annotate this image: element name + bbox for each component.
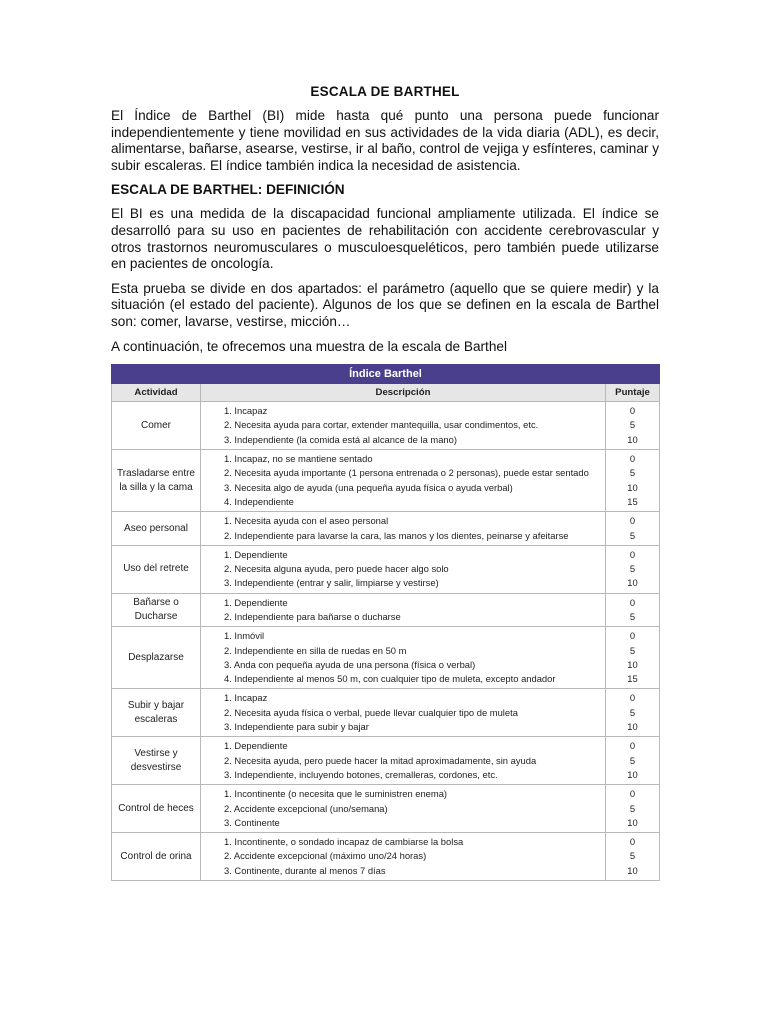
description-item: 1. Dependiente (224, 548, 288, 560)
description-item: 2. Necesita ayuda importante (1 persona entrenada o 2 personas), puede estar sentado (224, 467, 589, 479)
description-cell (201, 593, 606, 627)
description-item: 3. Independiente, incluyendo botones, cremalleras, cordones, etc. (224, 768, 498, 780)
score-value: 10 (627, 481, 638, 493)
score-cell (606, 627, 660, 689)
description-item: 3. Necesita algo de ayuda (una pequeña ayuda física o ayuda verbal) (224, 481, 513, 493)
table-row (112, 627, 660, 689)
table-body (112, 402, 660, 881)
column-header-activity: Actividad (112, 384, 201, 402)
description-item: 1. Inmóvil (224, 630, 265, 642)
description-cell (201, 627, 606, 689)
activity-cell (112, 593, 201, 627)
score-value: 5 (629, 610, 636, 622)
score-cell (606, 545, 660, 593)
score-value: 5 (629, 529, 636, 541)
description-cell (201, 450, 606, 512)
score-value: 5 (629, 563, 636, 575)
table-row (112, 450, 660, 512)
column-header-score: Puntaje (606, 384, 660, 402)
activity-label: Bañarse o (133, 596, 179, 608)
score-value: 0 (629, 405, 636, 417)
activity-cell (112, 737, 201, 785)
division-paragraph: Esta prueba se divide en dos apartados: el parámetro (aquello que se quiere medir) y la situación (el estado del paciente). Algunos de los que se definen en la escala de Barthel son: comer, lavarse, vestirse, micción… (111, 280, 659, 329)
activity-label: la silla y la cama (119, 481, 193, 493)
score-value: 0 (629, 836, 636, 848)
score-value: 15 (627, 495, 638, 507)
table-title: Índice Barthel (112, 365, 660, 384)
score-value: 10 (627, 658, 638, 670)
activity-cell (112, 689, 201, 737)
score-value: 5 (629, 754, 636, 766)
activity-label: Ducharse (134, 610, 178, 622)
activity-label: Control de orina (120, 850, 192, 862)
activity-cell (112, 450, 201, 512)
description-item: 1. Incontinente, o sondado incapaz de cambiarse la bolsa (224, 836, 464, 848)
table-row (112, 593, 660, 627)
activity-label: Aseo personal (124, 522, 188, 534)
description-cell (201, 402, 606, 450)
activity-label: Uso del retrete (123, 563, 189, 575)
description-cell (201, 545, 606, 593)
score-value: 15 (627, 673, 638, 685)
score-cell (606, 737, 660, 785)
score-value: 10 (627, 768, 638, 780)
description-item: 4. Independiente (224, 495, 294, 507)
score-value: 10 (627, 577, 638, 589)
description-cell (201, 833, 606, 881)
activity-cell (112, 545, 201, 593)
document-page (111, 84, 659, 881)
description-item: 3. Continente (224, 816, 280, 828)
activity-cell (112, 627, 201, 689)
description-item: 1. Incapaz (224, 692, 268, 704)
description-item: 2. Independiente en silla de ruedas en 50 m (224, 644, 407, 656)
score-cell (606, 402, 660, 450)
description-cell (201, 785, 606, 833)
score-value: 10 (627, 433, 638, 445)
table-row (112, 737, 660, 785)
table-row (112, 512, 660, 546)
score-value: 5 (629, 419, 636, 431)
activity-label: Subir y bajar (127, 699, 185, 711)
description-item: 2. Accidente excepcional (uno/semana) (224, 802, 388, 814)
description-item: 3. Independiente para subir y bajar (224, 721, 369, 733)
table-row (112, 402, 660, 450)
score-value: 0 (629, 740, 636, 752)
description-item: 3. Independiente (entrar y salir, limpiarse y vestirse) (224, 577, 439, 589)
column-header-description: Descripción (201, 384, 606, 402)
document-title: ESCALA DE BARTHEL (310, 84, 460, 99)
description-item: 1. Dependiente (224, 740, 288, 752)
description-item: 2. Necesita alguna ayuda, pero puede hacer algo solo (224, 563, 449, 575)
score-value: 10 (627, 816, 638, 828)
score-value: 10 (627, 721, 638, 733)
activity-cell (112, 512, 201, 546)
description-item: 2. Necesita ayuda física o verbal, puede llevar cualquier tipo de muleta (224, 706, 518, 718)
description-item: 2. Necesita ayuda, pero puede hacer la mitad aproximadamente, sin ayuda (224, 754, 537, 766)
activity-label: Trasladarse entre (117, 467, 195, 479)
activity-label: Desplazarse (128, 651, 184, 663)
table-row (112, 689, 660, 737)
description-item: 1. Incontinente (o necesita que le suministren enema) (224, 788, 448, 800)
description-item: 4. Independiente al menos 50 m, con cualquier tipo de muleta, excepto andador (224, 673, 556, 685)
description-item: 2. Accidente excepcional (máximo uno/24 horas) (224, 850, 427, 862)
score-cell (606, 593, 660, 627)
description-item: 2. Necesita ayuda para cortar, extender mantequilla, usar condimentos, etc. (224, 419, 539, 431)
section-subtitle: ESCALA DE BARTHEL: DEFINICIÓN (111, 182, 345, 198)
description-item: 1. Dependiente (224, 596, 288, 608)
score-value: 0 (629, 515, 636, 527)
score-value: 5 (629, 850, 636, 862)
score-value: 0 (629, 548, 636, 560)
description-item: 1. Incapaz, no se mantiene sentado (224, 453, 373, 465)
score-value: 10 (627, 864, 638, 876)
table-row (112, 785, 660, 833)
score-value: 0 (629, 788, 636, 800)
description-cell (201, 689, 606, 737)
definition-paragraph: El BI es una medida de la discapacidad funcional ampliamente utilizada. El índice se desarrolló para su uso en pacientes de rehabilitación con accidente cerebrovascular y otros trastornos neuromusculares o musculoesqueléticos, pero también puede utilizarse en pacientes de oncología. (111, 206, 659, 272)
activity-label: Control de heces (118, 802, 194, 814)
description-cell (201, 737, 606, 785)
description-item: 1. Necesita ayuda con el aseo personal (224, 515, 389, 527)
lead-paragraph: A continuación, te ofrecemos una muestra de la escala de Barthel (111, 338, 507, 354)
score-cell (606, 833, 660, 881)
activity-cell (112, 833, 201, 881)
activity-cell (112, 402, 201, 450)
activity-label: escaleras (134, 713, 178, 725)
score-value: 5 (629, 802, 636, 814)
description-item: 3. Anda con pequeña ayuda de una persona (física o verbal) (224, 658, 476, 670)
score-value: 5 (629, 467, 636, 479)
description-item: 2. Independiente para lavarse la cara, las manos y los dientes, peinarse y afeitarse (224, 529, 569, 541)
score-value: 0 (629, 596, 636, 608)
description-item: 3. Continente, durante al menos 7 días (224, 864, 386, 876)
activity-label: Comer (140, 419, 171, 431)
score-cell (606, 689, 660, 737)
description-item: 2. Independiente para bañarse o ducharse (224, 610, 401, 622)
score-cell (606, 450, 660, 512)
score-value: 0 (629, 692, 636, 704)
score-value: 5 (629, 706, 636, 718)
activity-label: Vestirse y (134, 747, 178, 759)
table-row (112, 833, 660, 881)
description-item: 1. Incapaz (224, 405, 268, 417)
score-value: 0 (629, 630, 636, 642)
description-item: 3. Independiente (la comida está al alcance de la mano) (224, 433, 457, 445)
barthel-table (111, 364, 660, 881)
score-cell (606, 785, 660, 833)
score-cell (606, 512, 660, 546)
table-row (112, 545, 660, 593)
intro-paragraph: El Índice de Barthel (BI) mide hasta qué punto una persona puede funcionar independientemente y tiene movilidad en sus actividades de la vida diaria (ADL), es decir, alimentarse, bañarse, asearse, vestirse, ir al baño, control de vejiga y esfínteres, caminar y subir escaleras. El índice también indica la necesidad de asistencia. (111, 108, 659, 173)
score-value: 5 (629, 644, 636, 656)
activity-label: desvestirse (130, 761, 182, 773)
activity-cell (112, 785, 201, 833)
score-value: 0 (629, 453, 636, 465)
description-cell (201, 512, 606, 546)
